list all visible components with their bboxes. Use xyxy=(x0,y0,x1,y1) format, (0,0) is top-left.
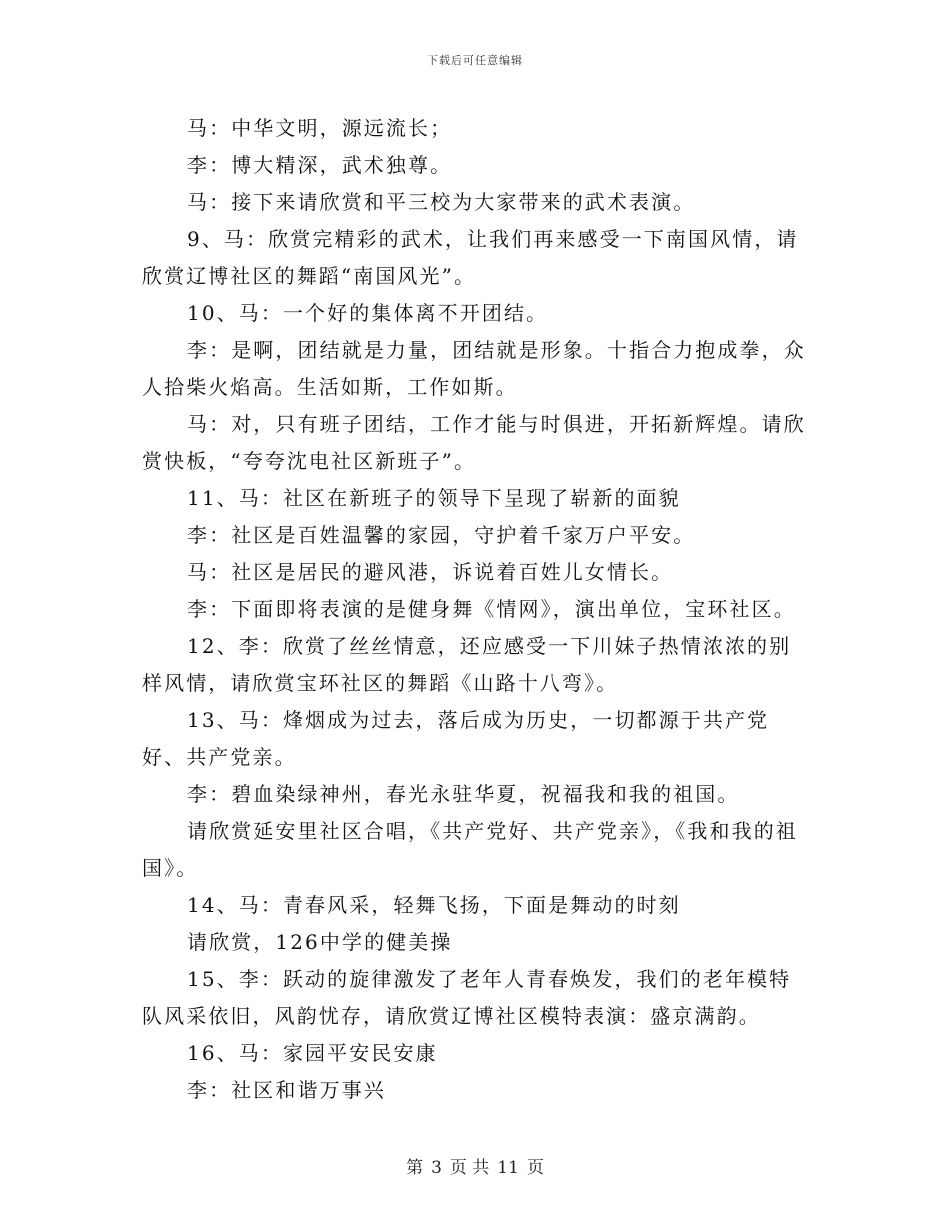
paragraph: 14、马：青春风采，轻舞飞扬，下面是舞动的时刻 xyxy=(187,893,681,917)
paragraph: 请欣赏延安里社区合唱，《共产党好、共产党亲》，《我和我的祖国》。 xyxy=(142,819,798,880)
paragraph: 11、马：社区在新班子的领导下呈现了崭新的面貌 xyxy=(187,486,681,510)
paragraph: 16、马：家园平安民安康 xyxy=(187,1041,438,1065)
paragraph: 9、马：欣赏完精彩的武术，让我们再来感受一下南国风情，请欣赏辽博社区的舞蹈“南国风光”。 xyxy=(142,227,799,288)
paragraph: 马：接下来请欣赏和平三校为大家带来的武术表演。 xyxy=(187,190,696,214)
page-footer xyxy=(0,1153,950,1178)
paragraph: 10、马：一个好的集体离不开团结。 xyxy=(187,301,549,325)
paragraph: 李：是啊，团结就是力量，团结就是形象。十指合力抱成拳，众人拾柴火焰高。生活如斯，工作如斯。 xyxy=(142,338,806,399)
paragraph: 15、李：跃动的旋律激发了老年人青春焕发，我们的老年模特队风采依旧，风韵忧存，请欣赏辽博社区模特表演：盛京满韵。 xyxy=(142,967,792,1028)
paragraph: 李：社区和谐万事兴 xyxy=(187,1078,386,1102)
current-page-number: 3 xyxy=(431,1158,442,1178)
paragraph: 李：下面即将表演的是健身舞《情网》，演出单位，宝环社区。 xyxy=(187,597,796,621)
page-header: 下载后可任意编辑 xyxy=(427,54,523,67)
footer-suffix: 页 xyxy=(526,1158,544,1178)
paragraph: 李：碧血染绿神州，春光永驻华夏，祝福我和我的祖国。 xyxy=(187,782,740,806)
paragraph: 马：社区是居民的避风港，诉说着百姓儿女情长。 xyxy=(187,560,674,584)
paragraph: 李：博大精深，武术独尊。 xyxy=(187,153,453,177)
footer-middle: 页 共 xyxy=(449,1158,490,1178)
paragraph: 马：对，只有班子团结，工作才能与时俱进，开拓新辉煌。请欣赏快板，“夸夸沈电社区新班子”。 xyxy=(142,412,806,473)
total-page-count: 11 xyxy=(497,1158,519,1178)
paragraph: 李：社区是百姓温馨的家园，守护着千家万户平安。 xyxy=(187,523,696,547)
document-body xyxy=(142,110,808,1109)
paragraph: 12、李：欣赏了丝丝情意，还应感受一下川妹子热情浓浓的别样风情，请欣赏宝环社区的舞蹈《山路十八弯》。 xyxy=(142,634,792,695)
paragraph: 马：中华文明，源远流长； xyxy=(187,116,453,140)
paragraph: 请欣赏，126中学的健美操 xyxy=(187,930,453,954)
paragraph: 13、马：烽烟成为过去，落后成为历史，一切都源于共产党好、共产党亲。 xyxy=(142,708,770,769)
footer-prefix: 第 xyxy=(406,1158,424,1178)
